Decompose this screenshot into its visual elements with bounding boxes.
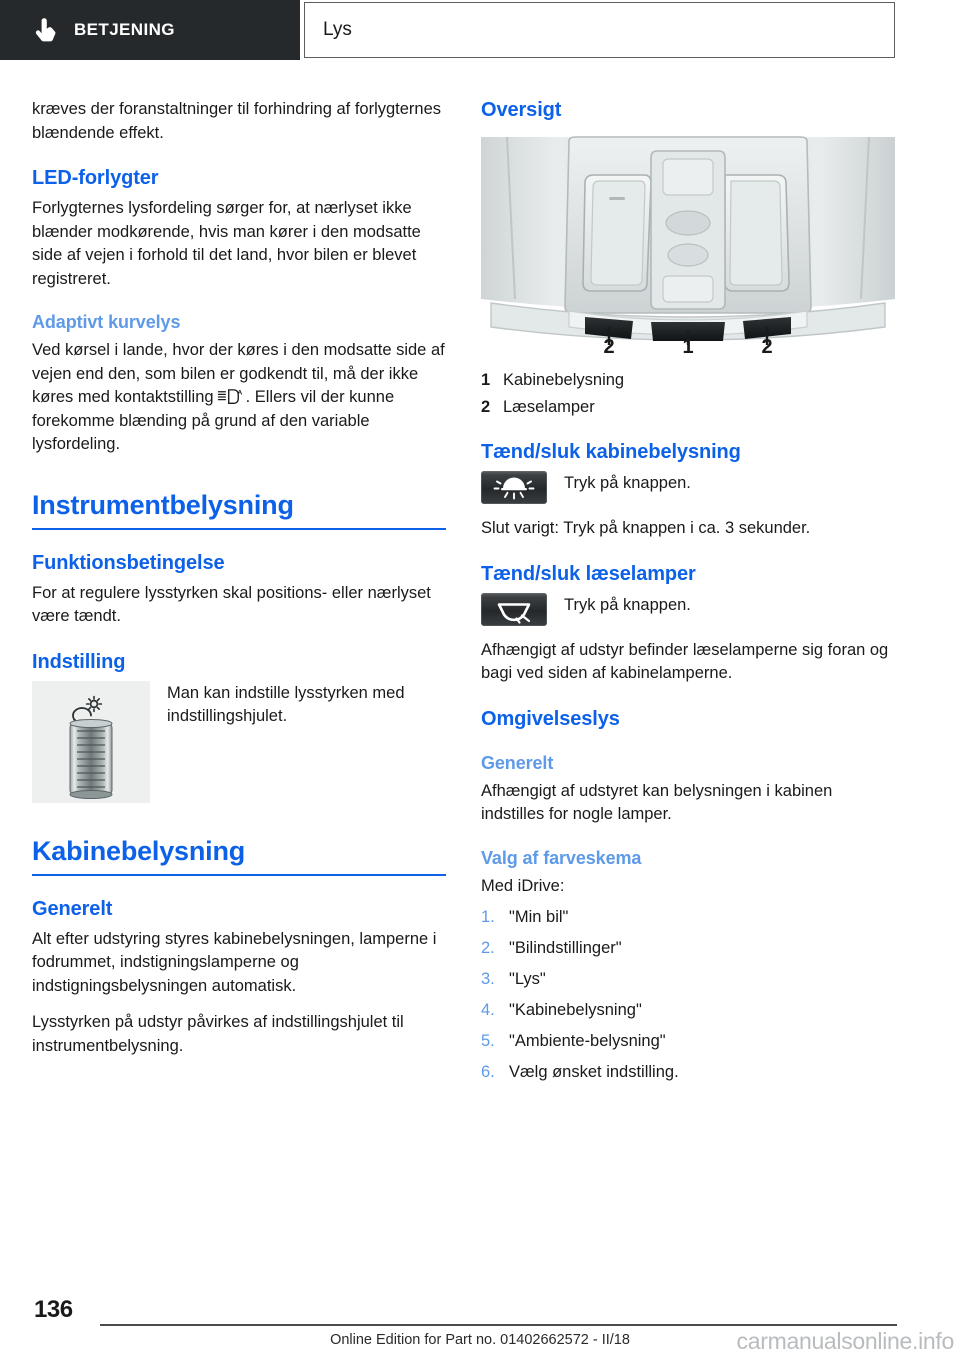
idrive-steps-list — [481, 906, 895, 1084]
paragraph-adaptive-part1: Ved kørsel i lande, hvor der køres i den modsatte side af vejen end den, som bilen er godkendt til, må der ikke køres med kontaktstilling — [32, 341, 445, 406]
paragraph-adaptive — [32, 339, 446, 457]
paragraph-reading-note: Afhængigt af udstyr befinder læselamperne sig foran og bagi ved siden af kabinelamperne. — [481, 640, 889, 682]
step-label: "Lys" — [509, 970, 546, 988]
reading-lamp-caption: Tryk på knappen. — [564, 595, 691, 614]
heading-valg-af-farveskema: Valg af farveskema — [481, 847, 642, 868]
paragraph-ambient-general: Afhængigt af udstyret kan belysningen i kabinen indstilles for nogle lamper. — [481, 781, 833, 823]
paragraph-led: Forlygternes lysfordeling sørger for, at nærlyset ikke blænder modkørende, hvis man kører i den modsatte side af vejen i forhold til det land, hvor bilen er blevet registreret. — [32, 199, 421, 288]
list-item — [481, 937, 895, 960]
list-item — [481, 999, 895, 1022]
step-number: 4. — [481, 1001, 495, 1019]
section-tab[interactable] — [304, 2, 895, 58]
heading-generelt-kabine: Generelt — [32, 897, 113, 920]
chapter-tab[interactable] — [0, 0, 300, 60]
list-item — [481, 968, 895, 991]
heading-funktionsbetingelse: Funktionsbetingelse — [32, 551, 225, 574]
heading-adaptivt-kurvelys: Adaptivt kurvelys — [32, 312, 181, 332]
heading-generelt-ambient: Generelt — [481, 752, 554, 773]
page-footer — [0, 1288, 960, 1362]
thumbwheel-illustration — [32, 681, 150, 803]
paragraph-general-1: Alt efter udstyring styres kabinebelysningen, lamperne i fodrummet, indstigningslamperne og indstigningsbelysningen automatisk. — [32, 929, 437, 995]
section-kabinebelysning: Kabinebelysning — [32, 835, 446, 876]
list-item — [481, 1030, 895, 1053]
chapter-label: BETJENING — [74, 20, 175, 39]
reading-lamp-figure-block — [481, 593, 895, 626]
heading-omgivelseslys: Omgivelseslys — [481, 707, 620, 730]
step-label: "Ambiente-belysning" — [509, 1032, 666, 1050]
adaptive-headlight-icon — [217, 388, 243, 405]
left-column — [32, 98, 446, 1071]
list-item — [481, 1061, 895, 1084]
heading-indstilling: Indstilling — [32, 650, 126, 673]
step-label: "Bilindstillinger" — [509, 939, 622, 957]
footer-divider — [100, 1324, 897, 1326]
console-legend — [481, 369, 895, 419]
section-tab-label: Lys — [323, 19, 352, 40]
intro-paragraph: kræves der foranstaltninger til forhindring af forlygternes blændende effekt. — [32, 100, 442, 142]
svg-text:2: 2 — [603, 336, 615, 353]
cabin-light-figure-block — [481, 471, 895, 504]
step-label: "Kabinebelysning" — [509, 1001, 642, 1019]
heading-led-forlygter: LED-forlygter — [32, 167, 159, 189]
legend-label: Kabinebelysning — [503, 371, 625, 389]
step-label: Vælg ønsket indstilling. — [509, 1063, 679, 1081]
legend-number: 2 — [481, 398, 491, 416]
heading-oversigt: Oversigt — [481, 99, 562, 121]
cabin-light-button-icon — [481, 471, 547, 504]
right-column — [481, 98, 895, 1092]
site-watermark: carmanualsonline.info — [736, 1328, 954, 1354]
reading-lamp-button-icon — [481, 593, 547, 626]
step-number: 1. — [481, 908, 495, 926]
thumbwheel-caption: Man kan indstille lysstyrken med indstillingshjulet. — [167, 683, 405, 725]
legend-number: 1 — [481, 371, 491, 389]
section-instrumentbelysning: Instrumentbelysning — [32, 489, 446, 530]
legend-row — [481, 369, 895, 392]
cabin-light-caption: Tryk på knappen. — [564, 474, 691, 492]
thumbwheel-figure-block — [32, 681, 446, 803]
edition-note: Online Edition for Part no. 01402662572 - II/18 — [330, 1332, 630, 1348]
heading-taend-sluk-laeselamper: Tænd/sluk læselamper — [481, 562, 696, 585]
step-number: 6. — [481, 1063, 495, 1081]
overhead-console-illustration — [481, 131, 895, 353]
paragraph-condition: For at regulere lysstyrken skal positions- eller nærlyset være tændt. — [32, 583, 431, 625]
legend-label: Læselamper — [503, 398, 595, 416]
hand-pointer-icon — [34, 17, 58, 43]
step-label: "Min bil" — [509, 908, 569, 926]
page-number: 136 — [34, 1296, 73, 1323]
legend-row — [481, 396, 895, 419]
step-number: 5. — [481, 1032, 495, 1050]
paragraph-cabin-note: Slut varigt: Tryk på knappen i ca. 3 sekunder. — [481, 519, 811, 537]
heading-taend-sluk-kabinebelysning: Tænd/sluk kabinebelysning — [481, 441, 741, 463]
paragraph-general-2: Lysstyrken på udstyr påvirkes af indstillingshjulet til instrumentbelysning. — [32, 1013, 404, 1055]
svg-text:1: 1 — [682, 336, 694, 353]
paragraph-idrive-intro: Med iDrive: — [481, 876, 565, 895]
svg-text:A: A — [236, 389, 242, 397]
svg-text:2: 2 — [761, 336, 773, 353]
paragraph-adaptive-part2: . Ellers vil der kunne forekomme blænding på grund af den variable lysfordeling. — [32, 388, 395, 453]
step-number: 2. — [481, 939, 495, 957]
page-header — [0, 0, 960, 62]
step-number: 3. — [481, 970, 495, 988]
list-item — [481, 906, 895, 929]
